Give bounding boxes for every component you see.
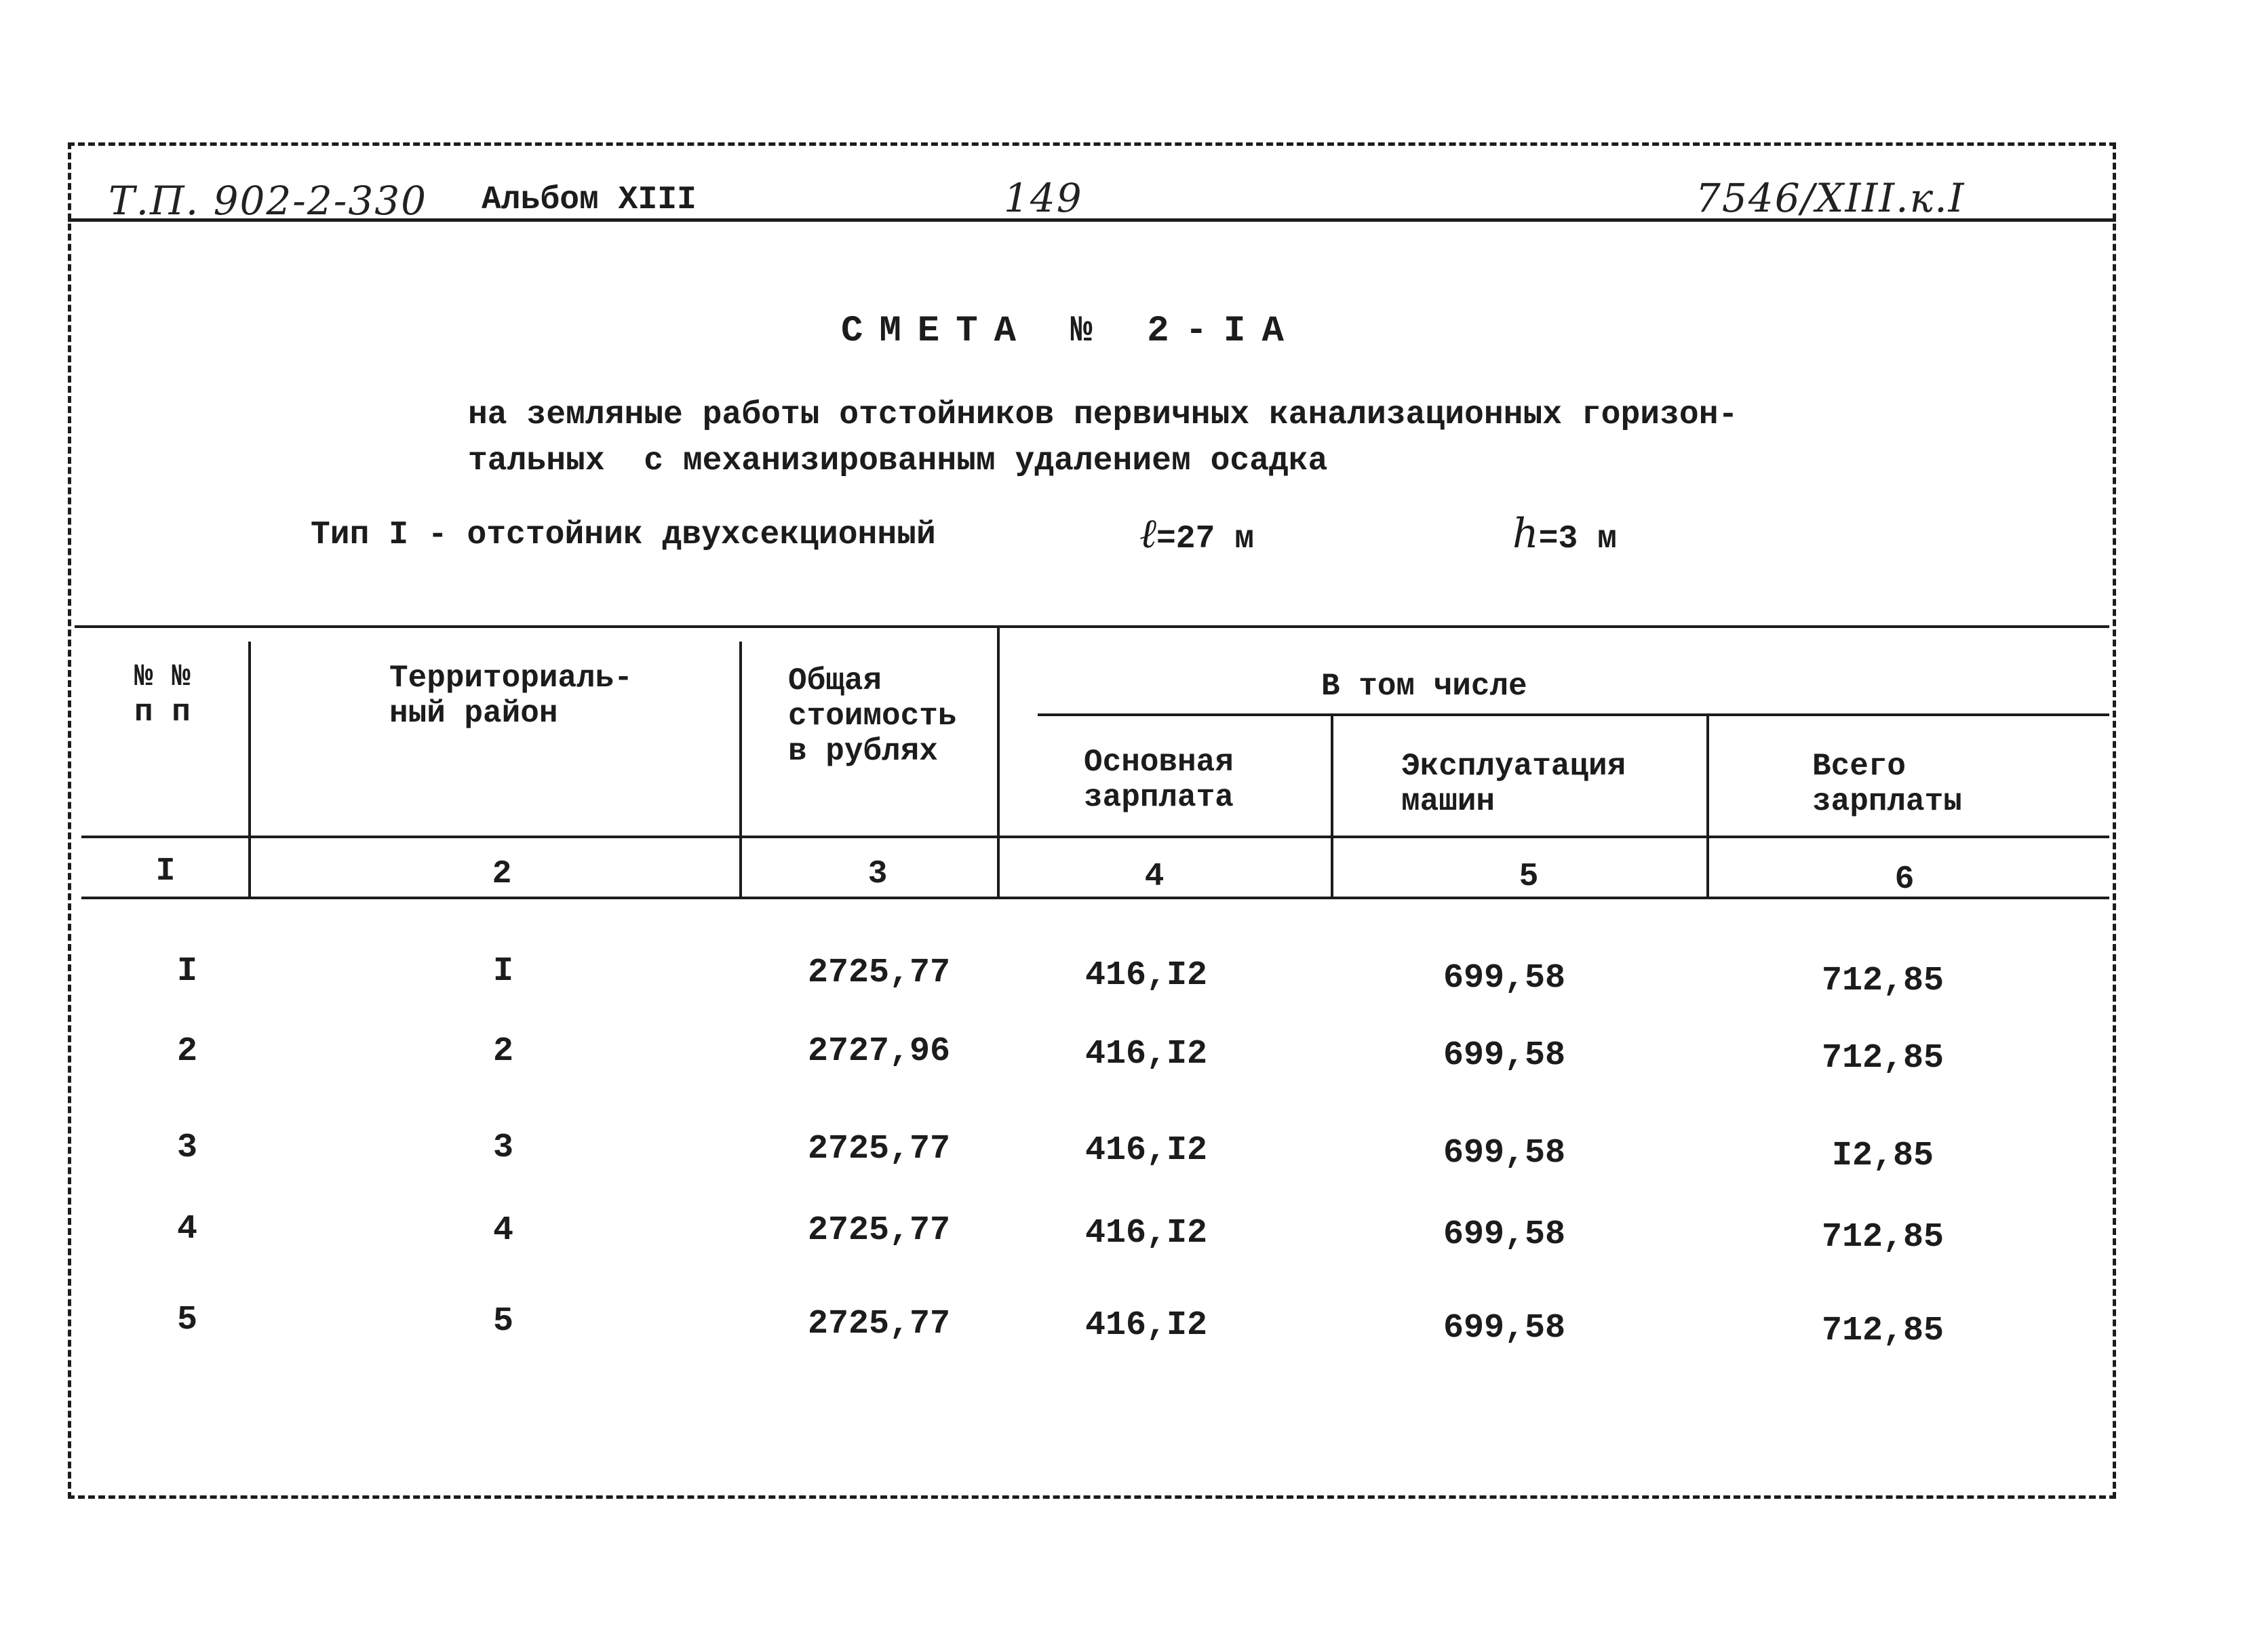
total-salary-cell: 712,85 — [1821, 1218, 1944, 1257]
document-title: СМЕТА № 2-IA — [841, 311, 1300, 352]
column-number: 6 — [1894, 861, 1915, 898]
base-salary-cell: 416,I2 — [1084, 956, 1208, 995]
column-divider-4 — [1331, 713, 1333, 897]
height-symbol: h — [1512, 510, 1539, 557]
row-number-cell: I — [176, 952, 197, 991]
table-top-rule — [75, 625, 2109, 628]
length-value: =27 м — [1156, 521, 1255, 557]
column-number: 3 — [867, 856, 888, 892]
album-label: Альбом XIII — [482, 182, 697, 218]
row-number-cell: 3 — [176, 1128, 197, 1167]
district-cell: 3 — [492, 1128, 513, 1167]
column-number: 4 — [1144, 859, 1165, 895]
total-salary-cell: 712,85 — [1821, 1039, 1944, 1078]
length-dimension — [1139, 510, 1254, 557]
type-line: Тип I - отстойник двухсекционный — [311, 517, 936, 553]
header-machine-operation: Эксплуатация машин — [1401, 749, 1626, 819]
machine-operation-cell: 699,58 — [1443, 1036, 1566, 1075]
district-cell: 2 — [492, 1032, 513, 1071]
header-total-cost: Общая стоимость в рублях — [788, 663, 957, 769]
column-divider-5 — [1706, 713, 1709, 897]
height-dimension — [1512, 510, 1617, 557]
doc-code: Т.П. 902-2-330 — [109, 178, 428, 224]
total-salary-cell: 712,85 — [1821, 962, 1944, 1000]
group-header-rule — [1038, 713, 2109, 716]
header-row-number: № № п п — [134, 659, 191, 730]
base-salary-cell: 416,I2 — [1084, 1306, 1208, 1345]
column-number: 2 — [492, 856, 512, 892]
header-total-salary: Всего зарплаты — [1812, 749, 1962, 819]
header-territorial-district: Территориаль- ный район — [389, 661, 633, 731]
column-divider-3 — [997, 625, 1000, 897]
total-salary-cell: 712,85 — [1821, 1312, 1944, 1350]
total-cost-cell: 2725,77 — [807, 1305, 951, 1343]
total-cost-cell: 2725,77 — [807, 1130, 951, 1169]
machine-operation-cell: 699,58 — [1443, 1309, 1566, 1348]
machine-operation-cell: 699,58 — [1443, 959, 1566, 998]
archive-number: 7546/XIII.к.I — [1696, 175, 1966, 221]
document-subtitle: на земляные работы отстойников первичных канализационных горизон- тальных с механизированным удалением осадка — [468, 397, 1738, 479]
height-value: =3 м — [1538, 521, 1617, 557]
total-cost-cell: 2725,77 — [807, 954, 951, 992]
district-cell: 5 — [492, 1302, 513, 1341]
machine-operation-cell: 699,58 — [1443, 1134, 1566, 1173]
total-cost-cell: 2725,77 — [807, 1211, 951, 1250]
row-number-cell: 5 — [176, 1301, 197, 1339]
header-bottom-rule — [81, 836, 2109, 838]
district-cell: I — [492, 952, 513, 991]
row-number-cell: 2 — [176, 1032, 197, 1071]
column-divider-1 — [248, 642, 251, 897]
page-number: 149 — [1004, 175, 1083, 221]
column-number: 5 — [1519, 859, 1539, 895]
column-numbers-rule — [81, 897, 2109, 899]
base-salary-cell: 416,I2 — [1084, 1214, 1208, 1253]
machine-operation-cell: 699,58 — [1443, 1215, 1566, 1254]
column-number: I — [155, 853, 176, 890]
total-cost-cell: 2727,96 — [807, 1032, 951, 1071]
district-cell: 4 — [492, 1211, 513, 1250]
base-salary-cell: 416,I2 — [1084, 1131, 1208, 1170]
header-base-salary: Основная зарплата — [1084, 745, 1234, 815]
column-divider-2 — [739, 642, 742, 897]
length-symbol: ℓ — [1139, 510, 1156, 557]
row-number-cell: 4 — [176, 1210, 197, 1249]
header-including: В том числе — [1321, 669, 1527, 704]
total-salary-cell: I2,85 — [1831, 1137, 1934, 1175]
base-salary-cell: 416,I2 — [1084, 1035, 1208, 1074]
